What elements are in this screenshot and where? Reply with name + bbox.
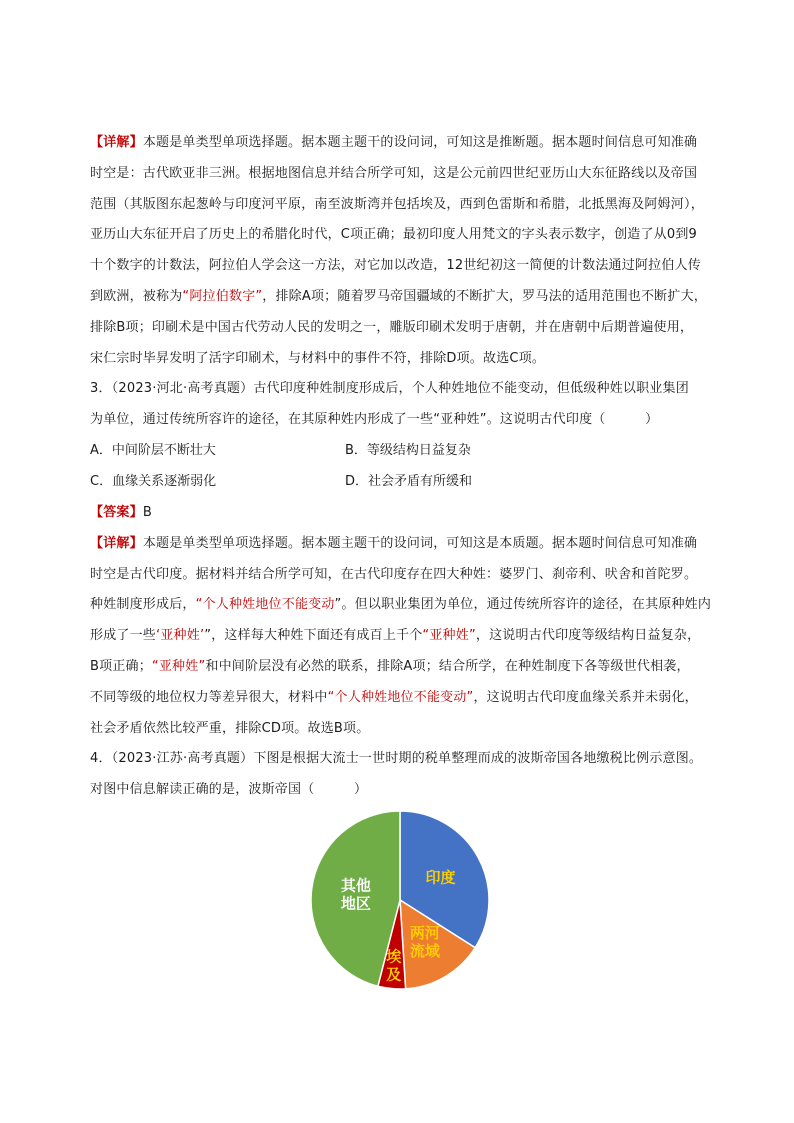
detail-line: 排除B项；印刷术是中国古代劳动人民的发明之一，雕版印刷术发明于唐朝，并在唐朝中后期普遍使用， [90, 319, 694, 335]
detail-line: 十个数字的计数法，阿拉伯人学会这一方法，对它加以改造，12世纪初这一简便的计数法通过阿拉伯人传 [90, 258, 701, 274]
option-a: A．中间阶层不断壮大 [90, 442, 216, 458]
detail-line: 形成了一些‘亚种姓’”，这样每大种姓下面还有成百上千个“亚种姓”，这说明古代印度等级结构日益复杂， [90, 628, 701, 644]
question-3 [90, 374, 730, 744]
highlight-text: “亚种姓” [151, 658, 206, 674]
highlight-text: “阿拉伯数字” [182, 288, 263, 304]
answer-tag: 【答案】 [90, 504, 143, 520]
document-page [90, 128, 730, 806]
detail-line: 时空是：古代欧亚非三洲。根据地图信息并结合所学可知，这是公元前四世纪亚历山大东征路线以及帝国 [90, 165, 698, 181]
detail-line: 【详解】本题是单类型单项选择题。据本题主题干的设问词，可知这是推断题。据本题时间信息可知准确 [90, 135, 698, 150]
question-stem: 对图中信息解读正确的是，波斯帝国（ ） [90, 782, 368, 798]
detail-line: 宋仁宗时毕昇发明了活字印刷术，与材料中的事件不符，排除D项。故选C项。 [90, 350, 546, 366]
pie-slice-label: 印度 [425, 868, 456, 887]
detail-line: B项正确；“亚种姓”和中间阶层没有必然的联系，排除A项；结合所学，在种姓制度下各等级世代相袭， [90, 658, 690, 674]
detail-line: 【详解】本题是单类型单项选择题。据本题主题干的设问词，可知这是本质题。据本题时间信息可知准确 [90, 535, 698, 551]
detail-line: 亚历山大东征开启了历史上的希腊化时代，C项正确；最初印度人用梵文的字头表示数字，创造了从0到9 [90, 227, 698, 243]
answer-value: B [142, 504, 152, 520]
detail-line: 范围（其版图东起葱岭与印度河平原，南至波斯湾并包括埃及，西到色雷斯和希腊，北抵黑海及阿姆河）， [90, 196, 704, 212]
detail-tag: 【详解】 [90, 135, 143, 150]
pie-slice-label: 流域 [409, 942, 440, 961]
pie-slice-label: 其他 [340, 876, 371, 895]
question-stem: 4．（2023·江苏·高考真题）下图是根据大流士一世时期的税单整理而成的波斯帝国各地缴税比例示意图。 [90, 751, 703, 767]
highlight-text: “亚种姓” [422, 628, 476, 644]
pie-slice-label: 两河 [409, 924, 440, 943]
option-c: C．血缘关系逐渐弱化 [90, 473, 217, 489]
q2-detail-block [90, 128, 730, 374]
detail-line: 到欧洲，被称为“阿拉伯数字”，排除A项；随着罗马帝国疆域的不断扩大，罗马法的适用范围也不断扩大， [90, 288, 707, 304]
detail-line: 时空是古代印度。据材料并结合所学可知，在古代印度存在四大种姓：婆罗门、刹帝利、吠舍和首陀罗。 [90, 566, 698, 582]
question-stem: 为单位，通过传统所容许的途径，在其原种姓内形成了一些“亚种姓”。这说明古代印度（ ） [90, 412, 659, 428]
tax-pie-chart [300, 800, 500, 1000]
answer-line [90, 498, 730, 529]
question-stem: 3．（2023·河北·高考真题）古代印度种姓制度形成后，个人种姓地位不能变动，但低级种姓以职业集团 [90, 381, 689, 397]
highlight-text: “个人种姓地位不能变动” [327, 689, 474, 705]
pie-slice-label: 地区 [340, 894, 371, 913]
options-grid [90, 436, 730, 498]
detail-line: 不同等级的地位权力等差异很大，材料中“个人种姓地位不能变动”，这说明古代印度血缘关系并未弱化， [90, 689, 698, 705]
highlight-text: ‘亚种姓’ [156, 628, 205, 644]
detail-line: 种姓制度形成后，“个人种姓地位不能变动”。但以职业集团为单位，通过传统所容许的途径，在其原种姓内 [90, 597, 712, 613]
detail-tag: 【详解】 [90, 535, 143, 551]
pie-slice-label: 埃 [386, 947, 402, 966]
option-b: B．等级结构日益复杂 [345, 442, 471, 458]
detail-line: 社会矛盾依然比较严重，排除CD项。故选B项。 [90, 720, 370, 736]
option-d: D．社会矛盾有所缓和 [345, 473, 473, 489]
pie-slice-label: 及 [386, 965, 402, 984]
pie-svg [300, 800, 500, 1000]
question-4 [90, 744, 730, 806]
highlight-text: “个人种姓地位不能变动 [195, 597, 335, 613]
